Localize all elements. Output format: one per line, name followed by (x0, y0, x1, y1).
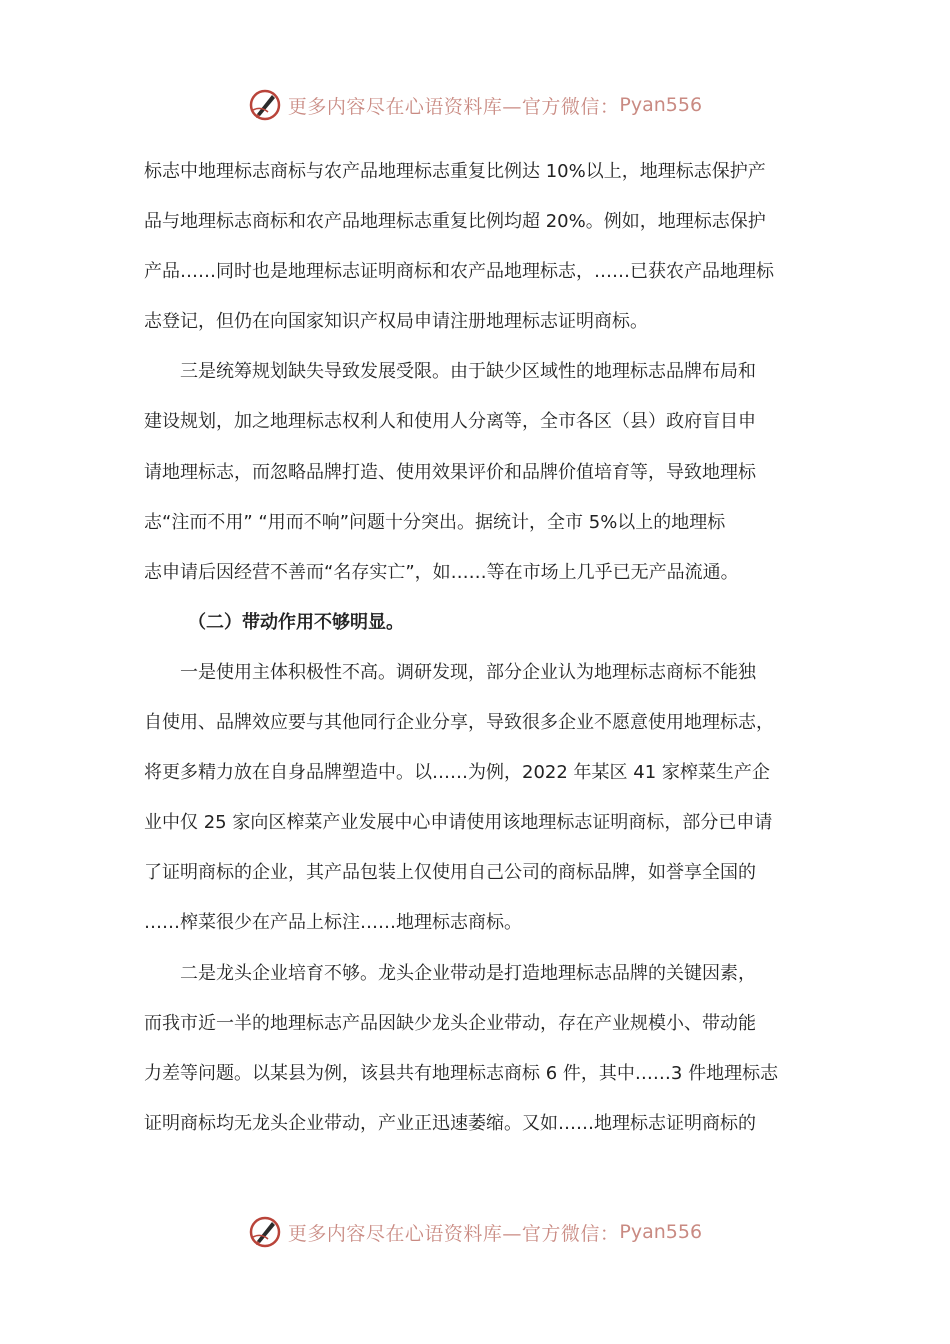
body-line: 品与地理标志商标和农产品地理标志重复比例均超 20%。例如，地理标志保护 (144, 211, 766, 233)
pen-logo-icon (248, 88, 282, 122)
body-line: 志“注而不用” “用而不响”问题十分突出。据统计，全市 5%以上的地理标 (144, 511, 726, 533)
body-line: 将更多精力放在自身品牌塑造中。以……为例，2022 年某区 41 家榨菜生产企 (144, 762, 770, 784)
paragraph-start: 三是统筹规划缺失导致发展受限。由于缺少区域性的地理标志品牌布局和 (180, 361, 756, 383)
header-banner-text: 更多内容尽在心语资料库—官方微信： (287, 95, 620, 118)
body-line: 志登记，但仍在向国家知识产权局申请注册地理标志证明商标。 (144, 311, 648, 333)
body-line: 业中仅 25 家向区榨菜产业发展中心申请使用该地理标志证明商标，部分已申请 (144, 812, 773, 834)
body-line: 标志中地理标志商标与农产品地理标志重复比例达 10%以上，地理标志保护产 (144, 161, 766, 182)
header-banner (0, 85, 950, 125)
body-line: 证明商标均无龙头企业带动，产业正迅速萎缩。又如……地理标志证明商标的 (144, 1112, 756, 1134)
body-line: 产品……同时也是地理标志证明商标和农产品地理标志，……已获农产品地理标 (144, 261, 774, 283)
paragraph-start: 一是使用主体积极性不高。调研发现，部分企业认为地理标志商标不能独 (180, 661, 756, 683)
body-line: 自使用、品牌效应要与其他同行企业分享，导致很多企业不愿意使用地理标志， (144, 712, 774, 734)
body-line: ……榨菜很少在产品上标注……地理标志商标。 (144, 912, 522, 934)
footer-banner (0, 1212, 950, 1252)
pen-logo-icon (248, 1215, 282, 1249)
body-line: 了证明商标的企业，其产品包装上仅使用自己公司的商标品牌，如誉享全国的 (144, 862, 756, 884)
body-line: 力差等问题。以某县为例，该县共有地理标志商标 6 件，其中……3 件地理标志 (144, 1062, 779, 1084)
paragraph-start: 二是龙头企业培育不够。龙头企业带动是打造地理标志品牌的关键因素， (180, 962, 756, 984)
section-heading: （二）带动作用不够明显。 (188, 611, 404, 633)
footer-banner-text: 更多内容尽在心语资料库—官方微信： (287, 1222, 620, 1245)
header-banner-handle: Pyan556 (619, 94, 703, 116)
footer-banner-handle: Pyan556 (619, 1221, 703, 1243)
document-body (144, 147, 808, 1149)
body-line: 而我市近一半的地理标志产品因缺少龙头企业带动，存在产业规模小、带动能 (144, 1012, 756, 1034)
body-line: 请地理标志，而忽略品牌打造、使用效果评价和品牌价值培育等，导致地理标 (144, 461, 756, 483)
body-line: 志申请后因经营不善而“名存实亡”，如……等在市场上几乎已无产品流通。 (144, 561, 739, 583)
body-line: 建设规划，加之地理标志权利人和使用人分离等，全市各区（县）政府盲目申 (144, 411, 756, 433)
